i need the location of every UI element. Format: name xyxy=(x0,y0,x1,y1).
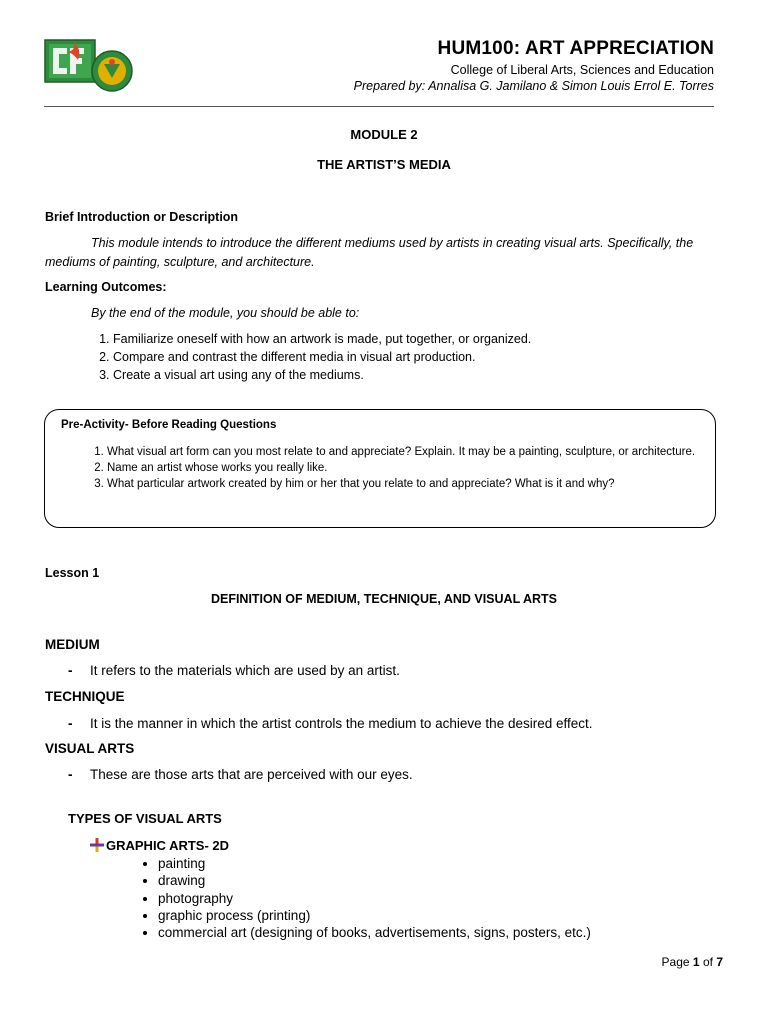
outcomes-label: Learning Outcomes: xyxy=(45,280,167,294)
current-page: 1 xyxy=(692,955,700,969)
page-number xyxy=(662,955,723,969)
dash-bullet: - xyxy=(68,663,73,678)
list-item: • graphic process (printing) xyxy=(158,907,591,924)
course-title: HUM100: ART APPRECIATION xyxy=(437,38,714,59)
list-item: 2. Compare and contrast the different media in visual art production. xyxy=(113,348,531,366)
graphic-arts-heading xyxy=(88,838,229,853)
list-item: 2. Name an artist whose works you really like. xyxy=(107,460,707,476)
lesson-title: DEFINITION OF MEDIUM, TECHNIQUE, AND VISUAL ARTS xyxy=(210,592,558,606)
dash-bullet: - xyxy=(68,767,73,782)
list-item: 3. Create a visual art using any of the mediums. xyxy=(113,366,531,384)
definition-medium xyxy=(68,663,400,678)
definition-text: It refers to the materials which are used by an artist. xyxy=(90,663,400,678)
graphic-arts-list xyxy=(136,855,591,941)
of-word: of xyxy=(702,955,713,969)
list-item: • commercial art (designing of books, advertisements, signs, posters, etc.) xyxy=(158,924,591,941)
arrow-bullet-icon xyxy=(88,838,106,852)
module-number: MODULE 2 xyxy=(350,127,418,142)
total-pages: 7 xyxy=(716,955,723,969)
pre-activity-box xyxy=(44,409,716,528)
page-word: Page xyxy=(661,955,690,969)
list-item: 1. Familiarize oneself with how an artwork is made, put together, or organized. xyxy=(113,330,531,348)
intro-text: This module intends to introduce the different mediums used by artists in creating visual arts. Specifically, the mediums of painting, sculpture, and architecture. xyxy=(45,236,694,269)
list-item: • photography xyxy=(158,890,591,907)
module-title: THE ARTIST’S MEDIA xyxy=(317,157,451,172)
term-medium: MEDIUM xyxy=(45,637,100,652)
term-visual-arts: VISUAL ARTS xyxy=(45,741,135,756)
intro-label: Brief Introduction or Description xyxy=(45,210,239,224)
header-divider xyxy=(44,106,714,107)
dash-bullet: - xyxy=(68,716,73,731)
college-name: College of Liberal Arts, Sciences and Education xyxy=(450,63,714,77)
list-item: • drawing xyxy=(158,872,591,889)
list-item: • painting xyxy=(158,855,591,872)
pre-activity-title: Pre-Activity- Before Reading Questions xyxy=(61,419,277,431)
outcomes-list xyxy=(71,330,531,384)
definition-text: These are those arts that are perceived with our eyes. xyxy=(90,767,413,782)
definition-text: It is the manner in which the artist controls the medium to achieve the desired effect. xyxy=(90,716,593,731)
prepared-by: Prepared by: Annalisa G. Jamilano & Simon Louis Errol E. Torres xyxy=(353,79,714,93)
types-heading: TYPES OF VISUAL ARTS xyxy=(68,811,222,826)
outcomes-lead: By the end of the module, you should be able to: xyxy=(91,306,360,320)
pre-activity-questions xyxy=(67,444,707,492)
definition-visual-arts xyxy=(68,767,413,782)
definition-technique xyxy=(68,716,593,731)
term-technique: TECHNIQUE xyxy=(45,689,125,704)
college-logo-icon xyxy=(44,38,136,92)
list-item: 1. What visual art form can you most relate to and appreciate? Explain. It may be a painting, sculpture, or architecture. xyxy=(107,444,707,460)
graphic-arts-label: GRAPHIC ARTS- 2D xyxy=(106,838,230,853)
list-item: 3. What particular artwork created by him or her that you relate to and appreciate? What is it and why? xyxy=(107,476,707,492)
lesson-label: Lesson 1 xyxy=(45,566,100,580)
